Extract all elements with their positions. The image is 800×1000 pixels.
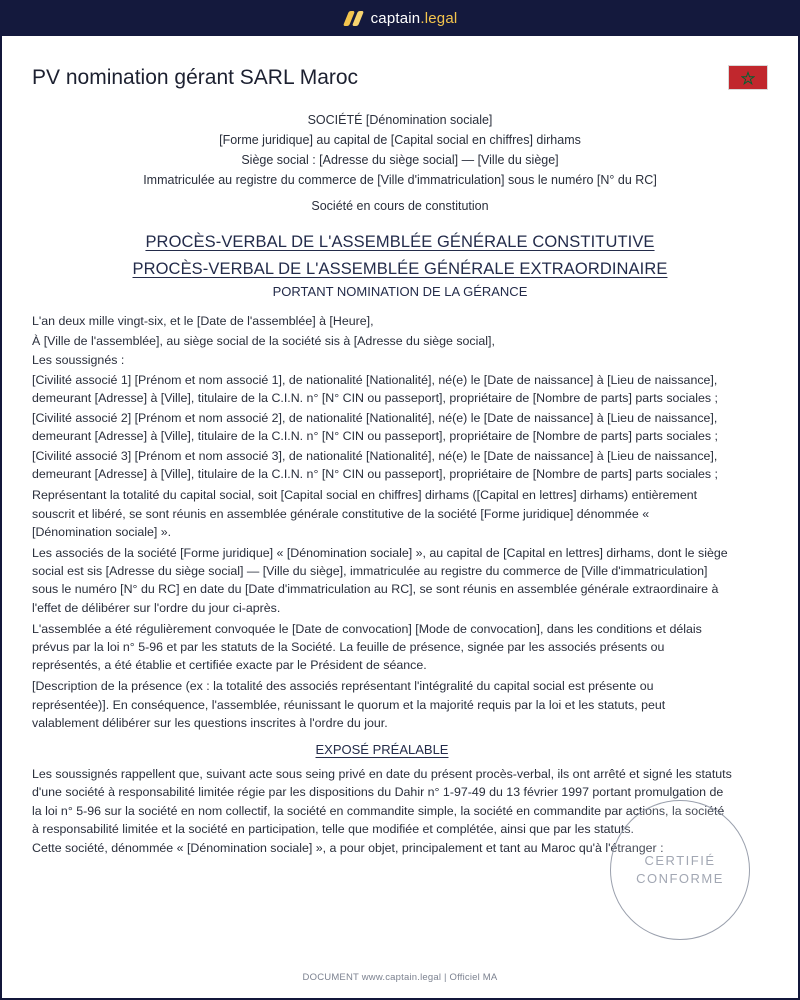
page-title: PV nomination gérant SARL Maroc <box>32 66 359 89</box>
main-title-constitutive: PROCÈS-VERBAL DE L'ASSEMBLÉE GÉNÉRALE CONSTITUTIVE <box>145 233 655 251</box>
document-page <box>2 36 798 998</box>
paragraph-convocation: L'assemblée a été régulièrement convoquée le [Date de convocation] [Mode de convocation], dans les conditions et délais prévus par la loi n° 5-96 et par les statuts de la Société. La feuille de présence, signée par les associés présents ou représentés, a été établie et certifiée exacte par le Président de séance. <box>32 621 702 673</box>
paragraph-capital: Représentant la totalité du capital social, soit [Capital social en chiffres] dirhams ([Capital en lettres] dirhams) entièrement souscrit et libéré, se sont réunis en assemblée générale constitutive de la société [Forme juridique] dénommée « [Dénomination sociale] ». <box>32 488 698 539</box>
main-subtitle: PORTANT NOMINATION DE LA GÉRANCE <box>272 284 528 299</box>
certified-stamp <box>610 800 750 940</box>
paragraph-date: L'an deux mille vingt-six, et le [Date de l'assemblée] à [Heure], <box>32 314 374 328</box>
company-header <box>2 110 798 190</box>
header-line: Siège social : [Adresse du siège social] — [Ville du siège] <box>241 153 559 167</box>
main-title-extraordinary: PROCÈS-VERBAL DE L'ASSEMBLÉE GÉNÉRALE EXTRAORDINAIRE <box>132 260 668 278</box>
stamp-line-2: CONFORME <box>636 871 724 886</box>
brand[interactable] <box>343 10 458 27</box>
paragraph-associates-meeting: Les associés de la société [Forme juridique] « [Dénomination sociale] », au capital de [Capital en lettres] dirhams, dont le siège social est sis [Adresse du siège social] — [Ville du siège], immatriculée au registre du commerce de [Ville d'immatriculation] sous le numéro [N° du RC] en date du [Date d'immatriculation au RC], se sont réunis en assemblée générale extraordinaire à l'effet de délibérer sur l'ordre du jour ci-après. <box>32 545 728 615</box>
paragraph-place: À [Ville de l'assemblée], au siège social de la société sis à [Adresse du siège social], <box>32 333 495 348</box>
paragraph-associate-3: [Civilité associé 3] [Prénom et nom associé 3], de nationalité [Nationalité], né(e) le [Date de naissance] à [Lieu de naissance], demeurant [Adresse] à [Ville], titulaire de la C.I.N. n° [N° CIN ou passeport], propriétaire de [Nombre de parts] parts sociales ; <box>32 448 718 482</box>
paragraph-preamble: Les soussignés rappellent que, suivant acte sous seing privé en date du présent procès-verbal, ils ont arrêté et signé les statuts d'une société à responsabilité limitée régie par les dispositions du Dahir n° 1-97-49 du 13 février 1997 portant promulgation de la loi n° 5-96 sur la société en nom collectif, la société en commandite simple, la société en commandite par actions, la société à responsabilité limitée et la société en participation, telle que modifiée et complétée, ainsi que par les statuts. <box>32 767 732 836</box>
paragraph-undersigned: Les soussignés : <box>32 353 125 368</box>
paragraph-object: Cette société, dénommée « [Dénomination sociale] », a pour objet, principalement et tant au Maroc qu'à l'étranger : <box>32 841 664 856</box>
paragraph-associate-1: [Civilité associé 1] [Prénom et nom associé 1], de nationalité [Nationalité], né(e) le [Date de naissance] à [Lieu de naissance], demeurant [Adresse] à [Ville], titulaire de la C.I.N. n° [N° CIN ou passeport], propriétaire de [Nombre de parts] parts sociales ; <box>32 373 718 406</box>
company-status: Société en cours de constitution <box>311 199 489 213</box>
brand-tld: .legal <box>420 9 458 27</box>
header-line: SOCIÉTÉ [Dénomination sociale] <box>307 113 493 127</box>
document-body <box>32 312 732 859</box>
brand-name: captain <box>370 9 421 27</box>
brand-text <box>371 10 458 27</box>
paragraph-associate-2: [Civilité associé 2] [Prénom et nom associé 2], de nationalité [Nationalité], né(e) le [Date de naissance] à [Lieu de naissance], demeurant [Adresse] à [Ville], titulaire de la C.I.N. n° [N° CIN ou passeport], propriétaire de [Nombre de parts] parts sociales ; <box>32 411 718 444</box>
page-footer: DOCUMENT www.captain.legal | Officiel MA <box>302 972 498 983</box>
morocco-flag-icon <box>728 65 768 90</box>
paragraph-presence: [Description de la présence (ex : la totalité des associés représentant l'intégralité du capital social est présente ou représentée)]. En conséquence, l'assemblée, réunissant le quorum et la majorité requis par la loi et les statuts, peut valablement délibérer sur les questions inscrites à l'ordre du jour. <box>32 679 666 730</box>
header-line: [Forme juridique] au capital de [Capital social en chiffres] dirhams <box>219 133 581 147</box>
section-title: EXPOSÉ PRÉALABLE <box>315 741 449 757</box>
header-line: Immatriculée au registre du commerce de [Ville d'immatriculation] sous le numéro [N° du RC] <box>143 173 657 187</box>
captain-logo-icon <box>343 10 363 26</box>
stamp-line-1: CERTIFIÉ <box>644 853 716 868</box>
top-bar <box>0 0 800 36</box>
main-titles <box>2 229 798 301</box>
